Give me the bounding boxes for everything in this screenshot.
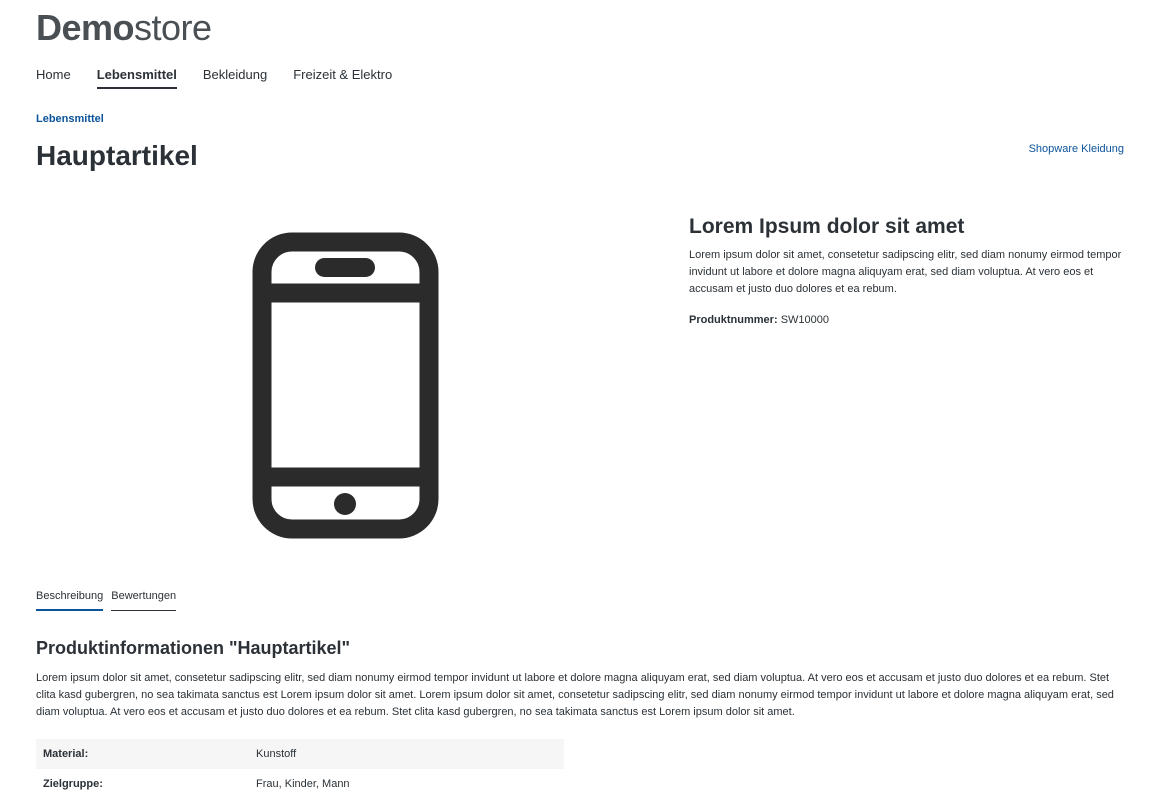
breadcrumb[interactable]: Lebensmittel xyxy=(36,113,104,125)
property-value: Kunstoff xyxy=(249,739,564,769)
description-title: Produktinformationen "Hauptartikel" xyxy=(36,638,351,658)
store-logo[interactable] xyxy=(36,8,212,48)
product-short-description: Lorem ipsum dolor sit amet, consetetur sadipscing elitr, sed diam nonumy eirmod tempor invidunt ut labore et dolore magna aliquyam erat, sed diam voluptua. At vero eos et accusam et justo duo dolores et ea rebum. xyxy=(689,249,1122,295)
product-image[interactable] xyxy=(240,226,450,546)
property-value: Frau, Kinder, Mann xyxy=(256,778,350,790)
logo-text-bold: Demo xyxy=(36,7,135,48)
product-number-label: Produktnummer: xyxy=(689,314,778,326)
description-text: Lorem ipsum dolor sit amet, consetetur sadipscing elitr, sed diam nonumy eirmod tempor invidunt ut labore et dolore magna aliquyam erat, sed diam voluptua. At vero eos et accusam et justo duo dolores et ea rebum. Stet clita kasd gubergren, no sea takimata sanctus est Lorem ipsum dolor sit amet. Lorem ipsum dolor sit amet, consetetur sadipscing elitr, sed diam nonumy eirmod tempor invidunt ut labore et dolore magna aliquyam erat, sed diam voluptua. At vero eos et accusam et justo duo dolores et ea rebum. Stet clita kasd gubergren, no sea takimata sanctus est Lorem ipsum dolor sit amet. xyxy=(36,672,1114,718)
nav-item-freizeit-elektro[interactable]: Freizeit & Elektro xyxy=(293,67,393,82)
table-row xyxy=(36,739,564,769)
product-buy-box xyxy=(689,212,1129,327)
smartphone-icon xyxy=(240,226,450,546)
table-row xyxy=(36,769,564,799)
product-tabs xyxy=(36,588,184,611)
property-label: Material: xyxy=(36,739,249,769)
nav-item-bekleidung[interactable]: Bekleidung xyxy=(202,67,268,82)
main-navigation xyxy=(36,66,418,90)
nav-item-lebensmittel[interactable]: Lebensmittel xyxy=(97,66,177,89)
nav-item-home[interactable]: Home xyxy=(36,67,71,82)
product-number xyxy=(689,313,1129,327)
page-title: Hauptartikel xyxy=(36,140,198,171)
product-name: Lorem Ipsum dolor sit amet xyxy=(689,215,965,238)
tab-bewertungen[interactable]: Bewertungen xyxy=(111,588,176,611)
properties-table xyxy=(36,739,564,799)
product-number-value: SW10000 xyxy=(780,314,829,326)
tab-beschreibung[interactable]: Beschreibung xyxy=(36,588,103,611)
logo-text-light: store xyxy=(134,7,212,48)
manufacturer-link[interactable]: Shopware Kleidung xyxy=(1028,143,1124,155)
property-label: Zielgruppe: xyxy=(43,778,103,790)
